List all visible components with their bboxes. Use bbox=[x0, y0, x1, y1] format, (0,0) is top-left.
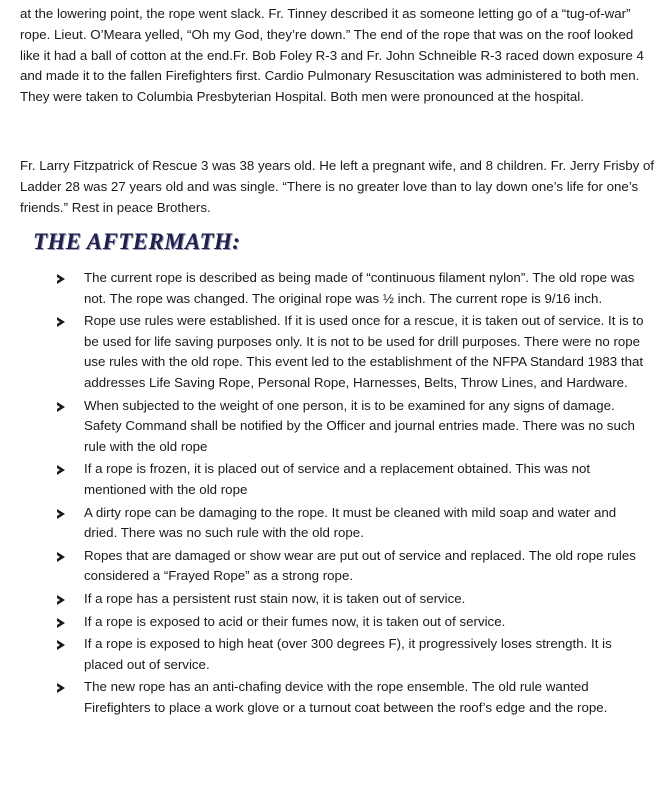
arrow-bullet-icon bbox=[57, 317, 65, 327]
list-item bbox=[0, 311, 667, 393]
list-item bbox=[0, 589, 667, 610]
list-item-text: Rope use rules were established. If it is used once for a rescue, it is taken out of service. It is to be used for life saving purposes only. It is not to be used for drill purposes. There were no rope use rules with the old rope. This event led to the establishment of the NFPA Standard 1983 that addresses Life Saving Rope, Personal Rope, Harnesses, Belts, Throw Lines, and Hardware. bbox=[84, 313, 644, 390]
paragraph-memorial: Fr. Larry Fitzpatrick of Rescue 3 was 38 years old. He left a pregnant wife, and 8 children. Fr. Jerry Frisby of Ladder 28 was 27 years old and was single. “There is no greater love than to lay down one’s life for one’s friends.” Rest in peace Brothers. bbox=[20, 158, 655, 215]
list-item-text: If a rope is exposed to high heat (over 300 degrees F), it progressively loses strength. It is placed out of service. bbox=[84, 636, 612, 672]
arrow-bullet-icon bbox=[57, 465, 65, 475]
list-item-text: When subjected to the weight of one person, it is to be examined for any signs of damage. Safety Command shall be notified by the Officer and journal entries made. There was no such rule with the old rope bbox=[84, 397, 635, 454]
paragraph-incident: at the lowering point, the rope went slack. Fr. Tinney described it as someone letting go of a “tug-of-war” rope. Lieut. O’Meara yelled, “Oh my God, they’re down.” The end of the rope that was on the roof looked like it had a ball of cotton at the end.Fr. Bob Foley R-3 and Fr. John Schneible R-3 raced down exposure 4 and made it to the fallen Firefighters first. Cardio Pulmonary Resuscitation was administered to both men. They were taken to Columbia Presbyterian Hospital. Both men were pronounced at the hospital. bbox=[20, 6, 644, 105]
arrow-bullet-icon bbox=[57, 595, 65, 605]
list-item-text: If a rope is frozen, it is placed out of service and a replacement obtained. This was not mentioned with the old rope bbox=[84, 461, 591, 497]
list-item-text: If a rope has a persistent rust stain now, it is taken out of service. bbox=[84, 590, 466, 606]
list-item bbox=[0, 396, 667, 458]
list-item-text: A dirty rope can be damaging to the rope. It must be cleaned with mild soap and water and dried. There was no such rule with the old rope. bbox=[84, 504, 617, 541]
list-item-text: The current rope is described as being made of “continuous filament nylon”. The old rope was not. The rope was changed. The original rope was ½ inch. The current rope is 9/16 inch. bbox=[84, 270, 635, 306]
list-item bbox=[0, 677, 667, 718]
arrow-bullet-icon bbox=[57, 274, 65, 284]
arrow-bullet-icon bbox=[57, 552, 65, 562]
list-item bbox=[0, 503, 667, 544]
arrow-bullet-icon bbox=[57, 640, 65, 650]
list-item-text: The new rope has an anti-chafing device with the rope ensemble. The old rule wanted Firefighters to place a work glove or a turnout coat between the roof’s edge and the rope. bbox=[84, 679, 608, 715]
arrow-bullet-icon bbox=[57, 618, 65, 628]
list-item-text: If a rope is exposed to acid or their fumes now, it is taken out of service. bbox=[84, 613, 506, 629]
list-item-text: Ropes that are damaged or show wear are put out of service and replaced. The old rope rules considered a “Frayed Rope” as a strong rope. bbox=[84, 547, 636, 584]
section-heading: THE AFTERMATH: bbox=[33, 229, 241, 254]
list-item bbox=[0, 268, 667, 309]
list-item bbox=[0, 459, 667, 500]
list-item bbox=[0, 634, 667, 675]
arrow-bullet-icon bbox=[57, 683, 65, 693]
arrow-bullet-icon bbox=[57, 509, 65, 519]
list-item bbox=[0, 546, 667, 587]
list-item bbox=[0, 612, 667, 633]
aftermath-list bbox=[0, 268, 667, 720]
arrow-bullet-icon bbox=[57, 402, 65, 412]
